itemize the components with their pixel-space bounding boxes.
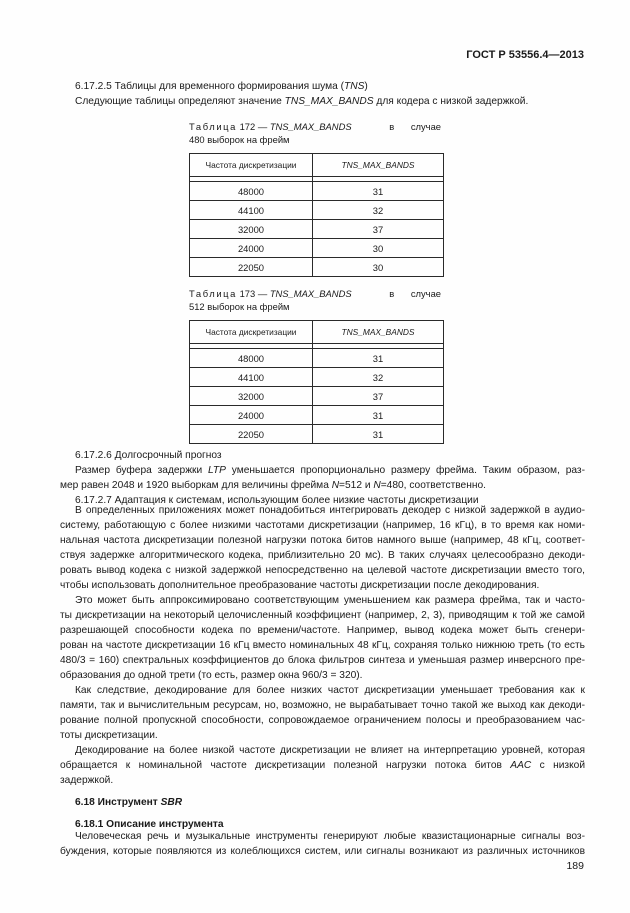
paragraph-line: памяти, так и вычислительным ресурсам, но, возможно, не вырабатывает точно такой же выход как декоди- xyxy=(60,700,585,711)
paragraph-line: образования до одной трети (то есть, размер окна 960/3 = 320). xyxy=(60,670,363,681)
paragraph-line: обращается к номинальной частоте дискретизации полезной нагрузки потока битов AAC с низкой xyxy=(60,760,586,771)
paragraph-line: Декодирование на более низкой частоте дискретизации не влияет на интерпретацию уровней, которая xyxy=(75,745,585,756)
col-header-frequency: Частота дискретизации xyxy=(190,154,313,177)
table-row: 48000 31 xyxy=(190,182,444,201)
paragraph-line: буждения, которые появляются из колеблющихся систем, или сигналы возникают из различных источников xyxy=(60,846,585,857)
table-172 xyxy=(189,153,444,277)
paragraph-line: чтобы использовать дополнительное преобразование частоты дискретизации после декодирования. xyxy=(60,580,540,591)
page-number: 189 xyxy=(566,860,584,872)
table-row: 22050 31 xyxy=(190,425,444,444)
paragraph-line: 480/3 = 160) спектральных коэффициентов до блока фильтров синтеза и уменьшая размер инверсного пре- xyxy=(60,655,585,666)
paragraph-line: тоты дискретизации. xyxy=(60,730,158,741)
col-header-tns: TNS_MAX_BANDS xyxy=(313,321,444,344)
table-row: 32000 37 xyxy=(190,220,444,239)
section-6-18-1-title: 6.18.1 Описание инструмента xyxy=(75,819,224,830)
table-header-row xyxy=(190,321,444,344)
paragraph-line: задержкой. xyxy=(60,775,114,786)
paragraph-line: Как следствие, декодирование для более низких частот дискретизации уменьшает требования как к xyxy=(75,685,585,696)
section-6-18-title: 6.18 Инструмент SBR xyxy=(75,797,183,808)
table-172-caption: Таблица 172 — TNS_MAX_BANDS в случае 480 выборок на фрейм xyxy=(189,121,441,145)
paragraph-line: нальная частота дискретизации полезной нагрузки потока битов намного выше (например, 48 кГц, соответ- xyxy=(60,535,585,546)
section-6-17-2-7-title: 6.17.2.7 Адаптация к системам, использующим более низкие частоты дискретизации xyxy=(75,495,479,506)
paragraph-line: Человеческая речь и музыкальные инструменты генерируют любые квазистационарные сигналы воз- xyxy=(75,831,585,842)
paragraph-line: Размер буфера задержки LTP уменьшается пропорционально размеру фрейма. Таким образом, раз- xyxy=(75,465,585,476)
table-header-row xyxy=(190,154,444,177)
section-6-17-2-5-text: Следующие таблицы определяют значение TNS_MAX_BANDS для кодера с низкой задержкой. xyxy=(75,96,529,107)
table-row: 24000 30 xyxy=(190,239,444,258)
paragraph-line: В определенных приложениях может понадобиться интегрировать декодер с низкой задержкой в аудио- xyxy=(75,505,585,516)
paragraph-line: ровать вывод кодека с низкой задержкой непосредственно на целевой частоте дискретизации вместо того, xyxy=(60,565,585,576)
table-row: 48000 31 xyxy=(190,349,444,368)
paragraph-line: разрешающей способности кодека по времени/частоте. Например, вывод кодека может быть сгенери- xyxy=(60,625,585,636)
paragraph-line: ты дискретизации на некоторый целочисленный коэффициент (например, 2, 3), приводящим к той же самой xyxy=(60,610,585,621)
paragraph-line: Это может быть аппроксимировано соответствующим уменьшением как размера фрейма, так и часто- xyxy=(75,595,585,606)
table-row: 24000 31 xyxy=(190,406,444,425)
paragraph-line: ствуя задержке алгоритмического кодека, приблизительно 20 мс). В таких случаях целесообразно декоди- xyxy=(60,550,585,561)
standard-header: ГОСТ Р 53556.4—2013 xyxy=(466,49,584,61)
paragraph-line: рован на частоте дискретизации 16 кГц вместо номинальных 48 кГц, сохраняя только нижнюю треть (то есть xyxy=(60,640,585,651)
table-173 xyxy=(189,320,444,444)
paragraph-line: систему, работающую с более низкими частотами дискретизации (например, 16 кГц), в то время как номи- xyxy=(60,520,585,531)
section-6-17-2-5-title: 6.17.2.5 Таблицы для временного формирования шума (TNS) xyxy=(75,81,368,92)
table-row: 22050 30 xyxy=(190,258,444,277)
col-header-tns: TNS_MAX_BANDS xyxy=(313,154,444,177)
paragraph-line: мер равен 2048 и 1920 выборкам для величины фрейма N=512 и N=480, соответственно. xyxy=(60,480,486,491)
table-173-caption: Таблица 173 — TNS_MAX_BANDS в случае 512 выборок на фрейм xyxy=(189,288,441,312)
table-row: 44100 32 xyxy=(190,201,444,220)
section-6-17-2-6-title: 6.17.2.6 Долгосрочный прогноз xyxy=(75,450,222,461)
table-row: 44100 32 xyxy=(190,368,444,387)
table-row: 32000 37 xyxy=(190,387,444,406)
col-header-frequency: Частота дискретизации xyxy=(190,321,313,344)
paragraph-line: рование полной пропускной способности, сопровождаемое ограничением полосы и преобразованием час- xyxy=(60,715,585,726)
